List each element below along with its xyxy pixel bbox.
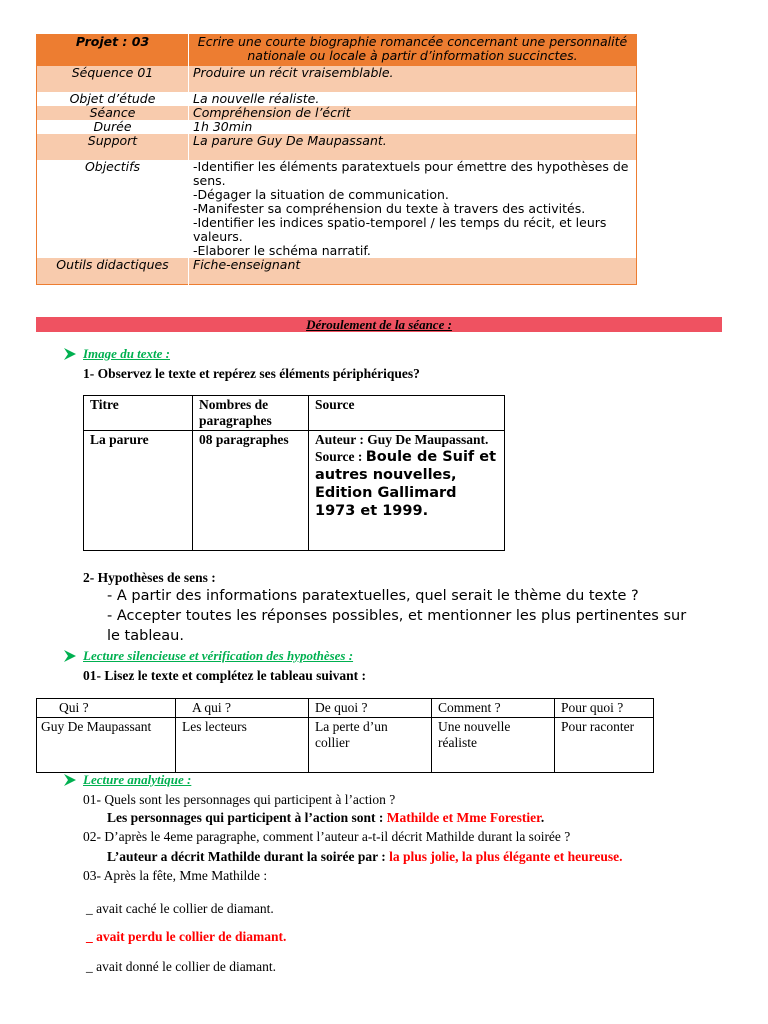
- objectif-item: -Elaborer le schéma narratif.: [193, 243, 371, 258]
- seance-value: Compréhension de l’écrit: [189, 106, 637, 120]
- th-de-quoi: De quoi ?: [309, 699, 432, 718]
- arrow-bullet-icon: [62, 347, 78, 361]
- option-2-correct: _ avait perdu le collier de diamant.: [86, 929, 287, 944]
- source-value: Boule de Suif et autres nouvelles, Edition Gallimard 1973 et 1999.: [315, 449, 497, 519]
- hypothese-line-3: le tableau.: [107, 628, 184, 644]
- option-1: _ avait caché le collier de diamant.: [86, 901, 274, 916]
- hypothese-line-2: - Accepter toutes les réponses possibles, et mentionner les plus pertinentes sur: [107, 608, 687, 624]
- objet-value: La nouvelle réaliste.: [189, 92, 637, 106]
- answer-02: [107, 849, 623, 865]
- objectif-item: -Identifier les éléments paratextuels pour émettre des hypothèses de sens.: [193, 159, 629, 188]
- th-a-qui: A qui ?: [176, 699, 309, 718]
- answer-01-suffix: .: [540, 810, 545, 825]
- hypothese-line-1: - A partir des informations paratextuelles, quel serait le thème du texte ?: [107, 588, 639, 604]
- th-titre: Titre: [84, 396, 193, 431]
- outils-label: Outils didactiques: [37, 258, 189, 285]
- duree-value: 1h 30min: [189, 120, 637, 134]
- cell-de-quoi: La perte d’un collier: [309, 718, 432, 773]
- seance-label: Séance: [37, 106, 189, 120]
- answer-02-value: la plus jolie, la plus élégante et heureuse.: [389, 849, 623, 864]
- sequence-label: Séquence 01: [37, 66, 189, 92]
- objectif-item: -Identifier les indices spatio-temporel / les temps du récit, et leurs valeurs.: [193, 215, 607, 244]
- cell-qui: Guy De Maupassant: [37, 718, 176, 773]
- section-image-du-texte-title: Image du texte :: [83, 346, 171, 361]
- question-01-personnages: 01- Quels sont les personnages qui participent à l’action ?: [83, 792, 396, 807]
- cell-titre: La parure: [84, 431, 193, 551]
- objectifs-value: [189, 160, 637, 258]
- duree-label: Durée: [37, 120, 189, 134]
- cell-a-qui: Les lecteurs: [176, 718, 309, 773]
- peripheral-elements-table: [83, 395, 505, 551]
- cell-paragraphes: 08 paragraphes: [193, 431, 309, 551]
- answer-02-prefix: L’auteur a décrit Mathilde durant la soirée par :: [107, 849, 390, 864]
- objectif-item: -Dégager la situation de communication.: [193, 187, 449, 202]
- th-nombres: Nombres de paragraphes: [193, 396, 309, 431]
- section-lecture-silencieuse-title: Lecture silencieuse et vérification des hypothèses :: [83, 648, 354, 663]
- answer-01: [107, 810, 544, 826]
- communication-table: [36, 698, 654, 773]
- auteur-text: Auteur : Guy De Maupassant.: [315, 432, 489, 447]
- projet-value: Ecrire une courte biographie romancée concernant une personnalité nationale ou locale à partir d’information succinctes.: [189, 35, 637, 67]
- section-lecture-analytique-title: Lecture analytique :: [83, 772, 192, 787]
- th-pour-quoi: Pour quoi ?: [555, 699, 654, 718]
- objectifs-label: Objectifs: [37, 160, 189, 258]
- question-2: 2- Hypothèses de sens :: [83, 570, 216, 585]
- option-3: _ avait donné le collier de diamant.: [86, 959, 277, 974]
- projet-label: Projet : 03: [37, 35, 189, 67]
- lesson-header-table: [36, 34, 637, 285]
- support-value: La parure Guy De Maupassant.: [189, 134, 637, 160]
- source-label: Source :: [315, 449, 363, 464]
- support-label: Support: [37, 134, 189, 160]
- th-source: Source: [309, 396, 505, 431]
- answer-01-prefix: Les personnages qui participent à l’action sont :: [107, 810, 387, 825]
- objectif-item: -Manifester sa compréhension du texte à travers des activités.: [193, 201, 586, 216]
- cell-comment: Une nouvelle réaliste: [432, 718, 555, 773]
- question-03-apres-fete: 03- Après la fête, Mme Mathilde :: [83, 868, 268, 883]
- arrow-bullet-icon: [62, 649, 78, 663]
- outils-value: Fiche-enseignant: [189, 258, 637, 285]
- cell-source: [309, 431, 505, 551]
- th-qui: Qui ?: [37, 699, 176, 718]
- question-01-lisez: 01- Lisez le texte et complétez le tableau suivant :: [83, 668, 367, 683]
- sequence-value: Produire un récit vraisemblable.: [189, 66, 637, 92]
- question-02-description: 02- D’après le 4eme paragraphe, comment l’auteur a-t-il décrit Mathilde durant la soirée ?: [83, 829, 571, 844]
- deroulement-banner: Déroulement de la séance :: [36, 317, 722, 332]
- objet-label: Objet d’étude: [37, 92, 189, 106]
- cell-pour-quoi: Pour raconter: [555, 718, 654, 773]
- question-1: 1- Observez le texte et repérez ses éléments périphériques?: [83, 366, 420, 381]
- arrow-bullet-icon: [62, 773, 78, 787]
- answer-01-value: Mathilde et Mme Forestier: [386, 810, 541, 825]
- th-comment: Comment ?: [432, 699, 555, 718]
